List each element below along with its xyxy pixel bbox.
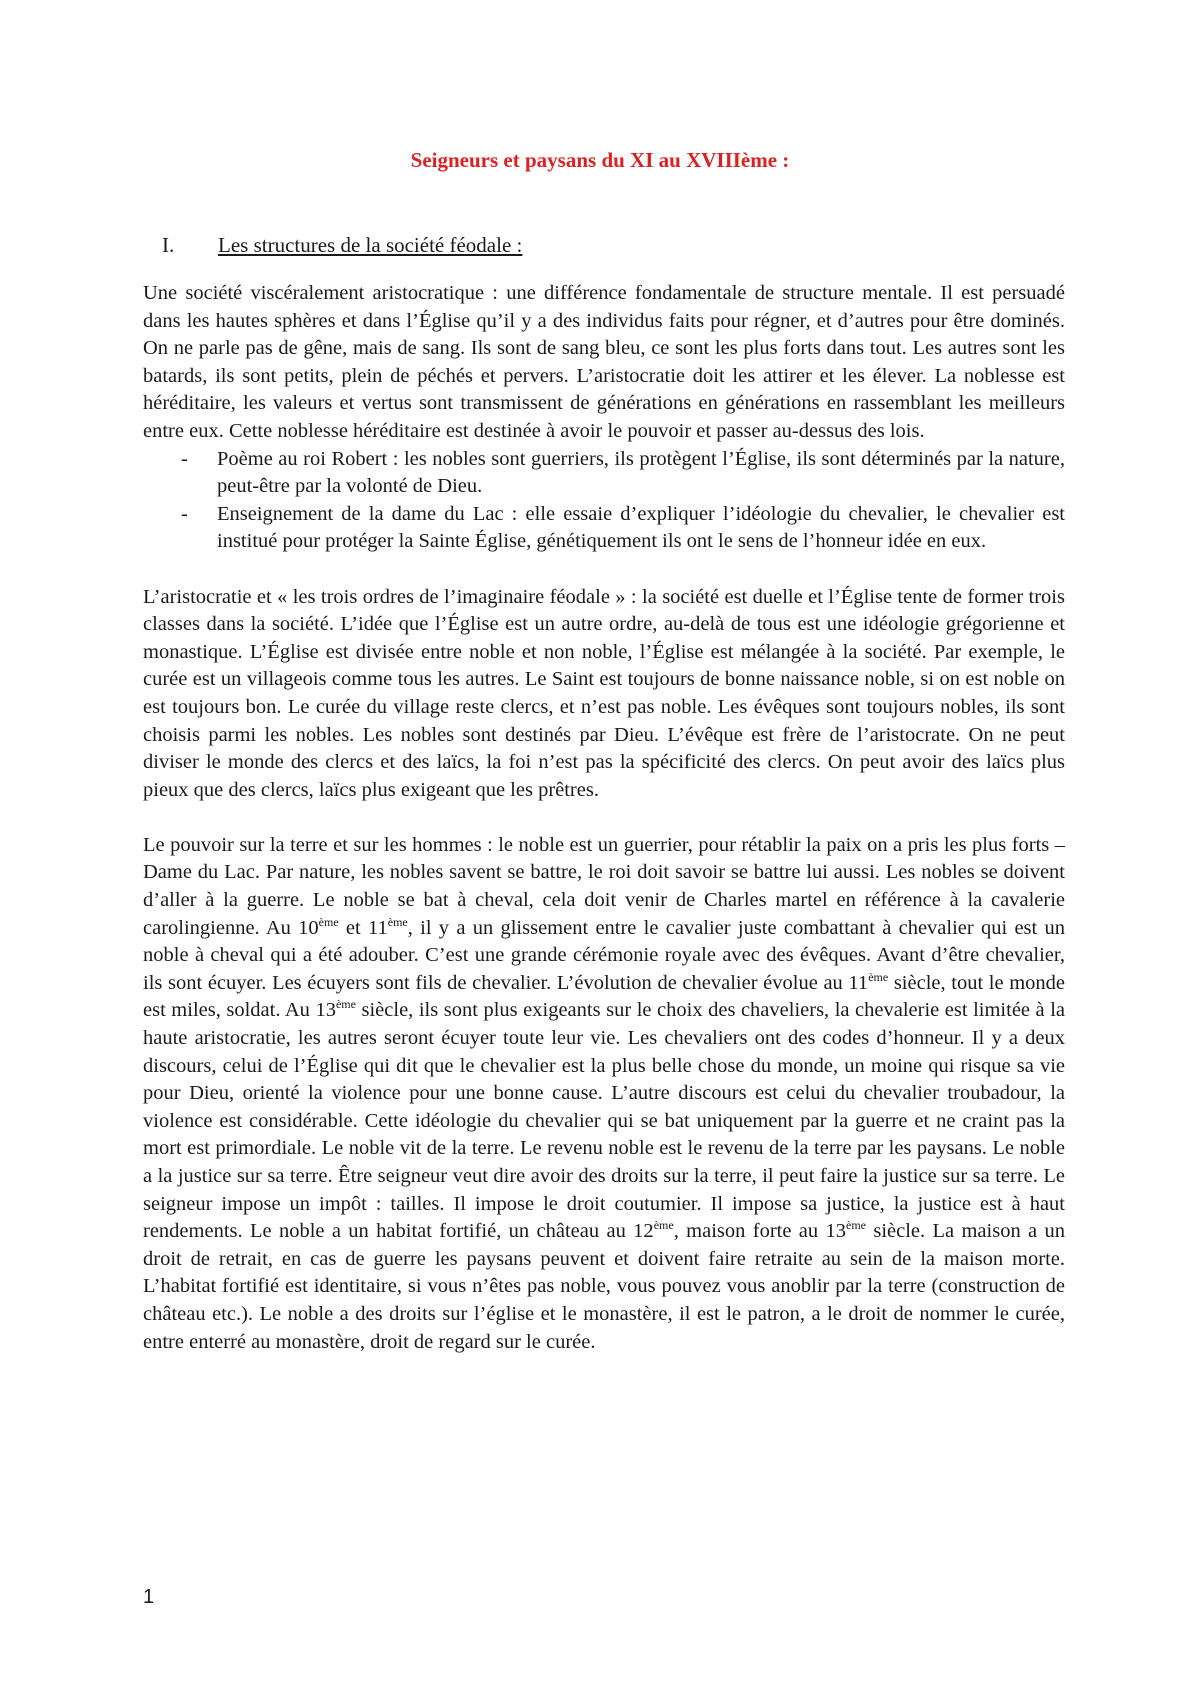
text-run: , maison forte au 13 xyxy=(673,1220,846,1243)
paragraph-three-orders: L’aristocratie et « les trois ordres de l’imaginaire féodale » : la société est duelle et l’Église tente de former trois classes dans la société. L’idée que l’Église est un autre ordre, au-delà de tous est une idéologie grégorienne et monastique. L’Église est divisée entre noble et non noble, l’Église est mélangée à la société. Par exemple, le curée est un villageois comme tous les autres. Le Saint est toujours de bonne naissance noble, si on est noble on est toujours bon. Le curée du village reste clercs, et n’est pas noble. Les évêques sont toujours nobles, ils sont choisis parmi les nobles. Les nobles sont destinés par Dieu. L’évêque est frère de l’aristocrate. On ne peut diviser le monde des clercs et des laïcs, la foi n’est pas la spécificité des clercs. On peut avoir des laïcs plus pieux que des clercs, laïcs plus exigeant que les prêtres. xyxy=(143,585,1065,801)
page-number: 1 xyxy=(143,1586,155,1608)
list-item xyxy=(143,446,1065,501)
paragraph-power-over-land xyxy=(143,832,1065,1356)
list-item-text: Enseignement de la dame du Lac : elle essaie d’expliquer l’idéologie du chevalier, le chevalier est institué pour protéger la Sainte Église, génétiquement ils ont le sens de l’honneur idée en eux. xyxy=(217,502,1065,553)
superscript: ème xyxy=(335,997,356,1012)
superscript: ème xyxy=(846,1218,866,1233)
superscript: ème xyxy=(653,1218,674,1233)
section-number: I. xyxy=(162,233,175,257)
list-item xyxy=(143,501,1065,556)
paragraph-aristocratic-society: Une société viscéralement aristocratique : une différence fondamentale de structure mentale. Il est persuadé dans les hautes sphères et dans l’Église qu’il y a des individus faits pour régner, et d’autres pour être dominés. On ne parle pas de gêne, mais de sang. Ils sont de sang bleu, ce sont les plus forts dans tout. Les autres sont les batards, ils sont petits, plein de péchés et pervers. L’aristocratie doit les attirer et les élever. La noblesse est héréditaire, les valeurs et vertus sont transmissent de générations en générations en rassemblant les meilleurs entre eux. Cette noblesse héréditaire est destinée à avoir le pouvoir et passer au-dessus des lois. xyxy=(143,282,1065,442)
text-run: siècle, tout le monde est miles, soldat. Au 13 xyxy=(143,971,1065,1022)
text-run: siècle. La maison a un droit de retrait, en cas de guerre les paysans peuvent et doivent faire retraite au sein de la maison morte. L’habitat fortifié est identitaire, si vous n’êtes pas noble, vous pouvez vous anoblir par la terre (construction de château etc.). Le noble a des droits sur l’église et le monastère, il est le patron, a le droit de nommer le curée, entre enterré au monastère, droit de regard sur le curée. xyxy=(143,1220,1065,1353)
list-item-text: Poème au roi Robert : les nobles sont guerriers, ils protègent l’Église, ils sont déterminés par la nature, peut-être par la volonté de Dieu. xyxy=(217,447,1065,498)
text-run: et 11 xyxy=(338,916,388,939)
superscript: ème xyxy=(387,914,408,929)
superscript: ème xyxy=(868,969,889,984)
section-label: Les structures de la société féodale : xyxy=(218,233,523,257)
text-run: , il y a un glissement entre le cavalier juste combattant à chevalier qui est un noble à cheval qui a été adouber. C’est une grande cérémonie royale avec des évêques. Avant d’être chevalier, ils sont écuyer. Les écuyers sont fils de chevalier. L’évolution de chevalier évolue au 11 xyxy=(143,916,1066,994)
bullet-dash: - xyxy=(181,502,188,525)
document-title: Seigneurs et paysans du XI au XVIIIème : xyxy=(410,148,790,172)
text-run: Le pouvoir sur la terre et sur les hommes : le noble est un guerrier, pour rétablir la paix on a pris les plus forts – Dame du Lac. Par nature, les nobles savent se battre, le roi doit savoir se battre lui aussi. Les nobles se doivent d’aller à la guerre. Le noble se bat à cheval, cela doit venir de Charles martel en référence à la cavalerie carolingienne. Au 10 xyxy=(143,833,1065,939)
document-body xyxy=(143,280,1065,1356)
superscript: ème xyxy=(318,914,339,929)
text-run: siècle, ils sont plus exigeants sur le choix des chaveliers, la chevalerie est limitée à la haute aristocratie, les autres seront écuyer toute leur vie. Les chevaliers ont des codes d’honneur. Il y a deux discours, celui de l’Église qui dit que le chevalier est la plus belle chose du monde, un moine qui risque sa vie pour Dieu, orienté la violence pour une bonne cause. L’autre discours est celui du chevalier troubadour, la violence est considérable. Cette idéologie du chevalier qui se bat uniquement par la guerre et ne craint pas la mort est primordiale. Le noble vit de la terre. Le revenu noble est le revenu de la terre par les paysans. Le noble a la justice sur sa terre. Être seigneur veut dire avoir des droits sur la terre, il peut faire la justice sur sa terre. Le seigneur impose un impôt : tailles. Il impose le droit coutumier. Il impose sa justice, la justice est à haut rendements. Le noble a un habitat fortifié, un château au 12 xyxy=(143,999,1065,1243)
bullet-dash: - xyxy=(181,447,188,470)
bullet-list xyxy=(143,446,1065,556)
